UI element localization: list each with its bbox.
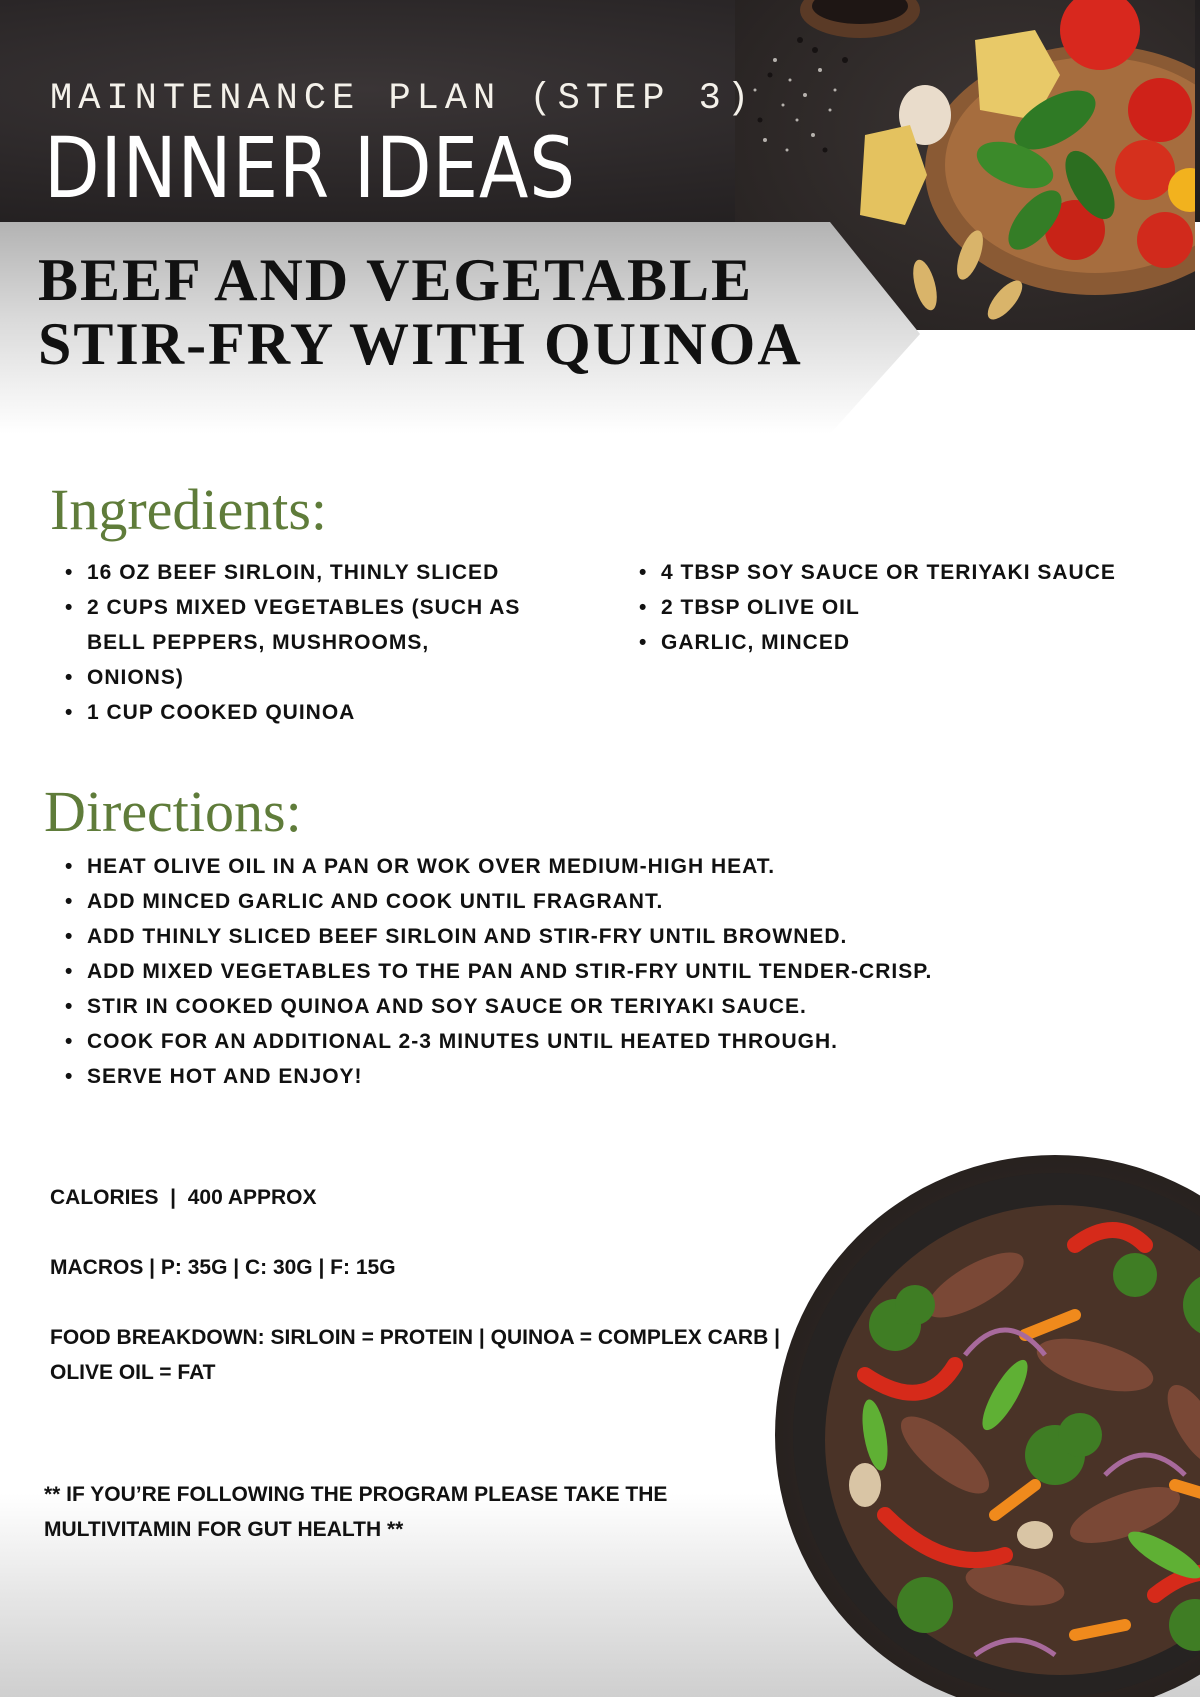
ingredients-list-left: [63, 555, 583, 730]
direction-step: • ADD MIXED VEGETABLES TO THE PAN AND STIR-FRY UNTIL TENDER-CRISP.: [63, 954, 1163, 989]
recipe-title-line-1: BEEF AND VEGETABLE: [38, 247, 754, 313]
ingredient-item: • 16 OZ BEEF SIRLOIN, THINLY SLICED: [63, 555, 583, 590]
ingredients-list-right: [637, 555, 1197, 660]
food-breakdown: FOOD BREAKDOWN: SIRLOIN = PROTEIN | QUINOA = COMPLEX CARB | OLIVE OIL = FAT: [50, 1326, 780, 1384]
ingredient-item: • ONIONS): [63, 660, 583, 695]
plan-step-label: MAINTENANCE PLAN (STEP 3): [50, 78, 756, 120]
ingredient-item: • 4 TBSP SOY SAUCE OR TERIYAKI SAUCE: [637, 555, 1197, 590]
calories-info: CALORIES | 400 APPROX: [50, 1186, 317, 1209]
ingredient-item: • 2 CUPS MIXED VEGETABLES (SUCH AS BELL PEPPERS, MUSHROOMS,: [63, 590, 583, 660]
ingredients-heading: Ingredients:: [50, 477, 328, 542]
direction-step: • SERVE HOT AND ENJOY!: [63, 1059, 1163, 1094]
directions-heading: Directions:: [44, 779, 302, 844]
direction-step: • ADD MINCED GARLIC AND COOK UNTIL FRAGRANT.: [63, 884, 1163, 919]
multivitamin-note: ** IF YOU’RE FOLLOWING THE PROGRAM PLEASE TAKE THE MULTIVITAMIN FOR GUT HEALTH **: [44, 1483, 668, 1541]
direction-step: • HEAT OLIVE OIL IN A PAN OR WOK OVER MEDIUM-HIGH HEAT.: [63, 849, 1163, 884]
recipe-title-line-2: STIR-FRY WITH QUINOA: [38, 311, 803, 377]
direction-step: • ADD THINLY SLICED BEEF SIRLOIN AND STIR-FRY UNTIL BROWNED.: [63, 919, 1163, 954]
ingredient-item: • 1 CUP COOKED QUINOA: [63, 695, 583, 730]
page-title: DINNER IDEAS: [44, 119, 576, 217]
ingredient-item: • 2 TBSP OLIVE OIL: [637, 590, 1197, 625]
directions-list: [63, 849, 1163, 1094]
macros-info: MACROS | P: 35G | C: 30G | F: 15G: [50, 1256, 396, 1279]
direction-step: • COOK FOR AN ADDITIONAL 2-3 MINUTES UNTIL HEATED THROUGH.: [63, 1024, 1163, 1059]
direction-step: • STIR IN COOKED QUINOA AND SOY SAUCE OR TERIYAKI SAUCE.: [63, 989, 1163, 1024]
recipe-title: [38, 248, 803, 376]
ingredient-item: • GARLIC, MINCED: [637, 625, 1197, 660]
stir-fry-dish-photo: [775, 1155, 1200, 1697]
